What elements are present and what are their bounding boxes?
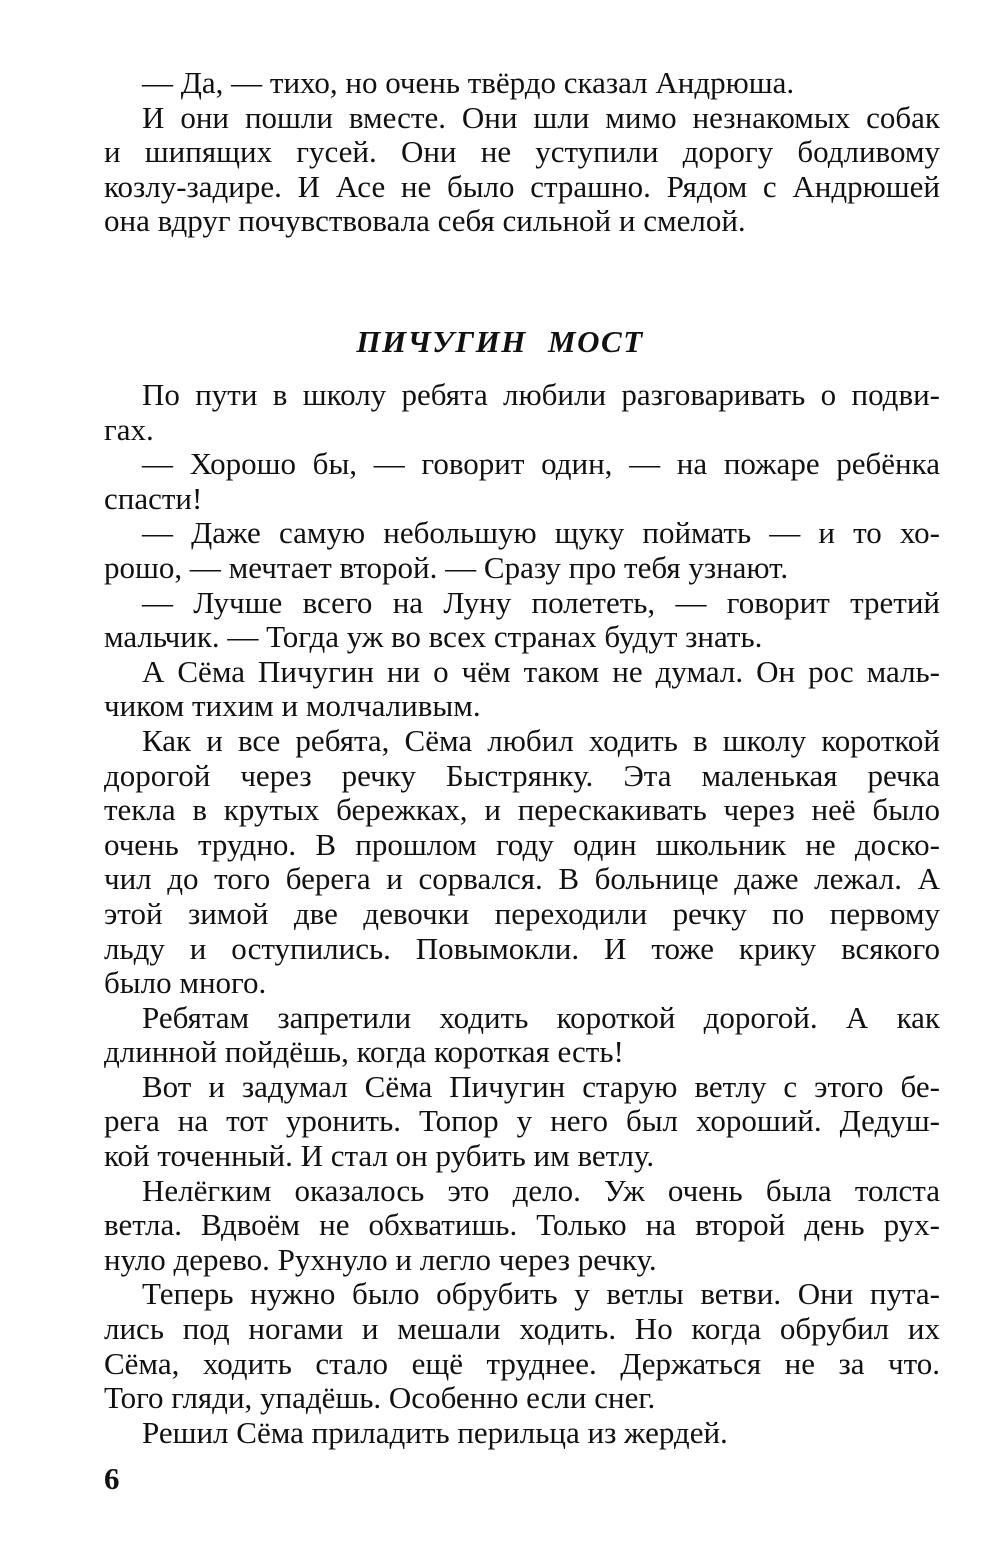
text-line: длинной пойдёшь, когда короткая есть! <box>104 1034 624 1070</box>
text-line: она вдруг почувствовала себя сильной и смелой. <box>104 203 746 239</box>
text-line: — Хорошо бы, — говорит один, — на пожаре ребёнка <box>142 446 940 482</box>
text-line: чиком тихим и молчаливым. <box>104 688 481 724</box>
text-line: — Да, — тихо, но очень твёрдо сказал Андрюша. <box>142 65 795 100</box>
story-title: ПИЧУГИН МОСТ <box>356 324 644 359</box>
text-line: Решил Сёма приладить перильца из жердей. <box>142 1414 728 1450</box>
text-line: было много. <box>104 965 267 1001</box>
text-line: ветла. Вдвоём не обхватишь. Только на второй день рух- <box>104 1207 940 1243</box>
text-line: лись под ногами и мешали ходить. Но когда обрубил их <box>104 1311 940 1347</box>
text-line: кой точенный. И стал он рубить им ветлу. <box>104 1138 655 1174</box>
text-line: мальчик. — Тогда уж во всех странах будут знать. <box>104 619 763 655</box>
text-line: спасти! <box>104 480 203 516</box>
text-line: козлу-задире. И Асе не было страшно. Рядом с Андрюшей <box>104 168 940 204</box>
text-line: — Даже самую небольшую щуку поймать — и то хо- <box>142 515 940 551</box>
text-line: чил до того берега и сорвался. В больнице даже лежал. А <box>104 861 940 897</box>
text-line: рошо, — мечтает второй. — Сразу про тебя узнают. <box>104 549 789 585</box>
text-line: льду и оступились. Повымокли. И тоже крику всякого <box>104 930 940 966</box>
text-line: текла в крутых бережках, и перескакивать через неё было <box>104 792 940 828</box>
text-line: Того гляди, упадёшь. Особенно если снег. <box>104 1380 656 1416</box>
text-line: По пути в школу ребята любили разговаривать о подви- <box>142 377 940 412</box>
text-line: нуло дерево. Рухнуло и легло через речку. <box>104 1241 657 1277</box>
text-line: гах. <box>104 411 154 447</box>
text-line: Вот и задумал Сёма Пичугин старую ветлу с этого бе- <box>142 1068 940 1104</box>
text-line: рега на тот уронить. Топор у него был хороший. Дедуш- <box>104 1103 940 1139</box>
text-line: очень трудно. В прошлом году один школьник не доско- <box>104 826 940 862</box>
text-line: Теперь нужно было обрубить у ветлы ветви. Они пута- <box>142 1276 940 1312</box>
text-line: Ребятам запретили ходить короткой дорогой. А как <box>142 999 940 1035</box>
story-body <box>104 378 940 1450</box>
text-line: этой зимой две девочки переходили речку по первому <box>104 895 940 931</box>
text-line: Сёма, ходить стало ещё труднее. Держаться не за что. <box>104 1345 940 1381</box>
text-line: А Сёма Пичугин ни о чём таком не думал. Он рос маль- <box>142 653 940 689</box>
text-line: и шипящих гусей. Они не уступили дорогу бодливому <box>104 134 940 170</box>
text-line: Как и все ребята, Сёма любил ходить в школу короткой <box>142 722 940 758</box>
page-number: 6 <box>104 1461 120 1496</box>
text-line: — Лучше всего на Луну полететь, — говорит третий <box>142 584 940 620</box>
text-line: дорогой через речку Быстрянку. Эта маленькая речка <box>104 757 940 793</box>
previous-story-ending <box>104 66 940 239</box>
text-line: И они пошли вместе. Они шли мимо незнакомых собак <box>142 99 940 135</box>
text-line: Нелёгким оказалось это дело. Уж очень была толста <box>142 1172 940 1208</box>
